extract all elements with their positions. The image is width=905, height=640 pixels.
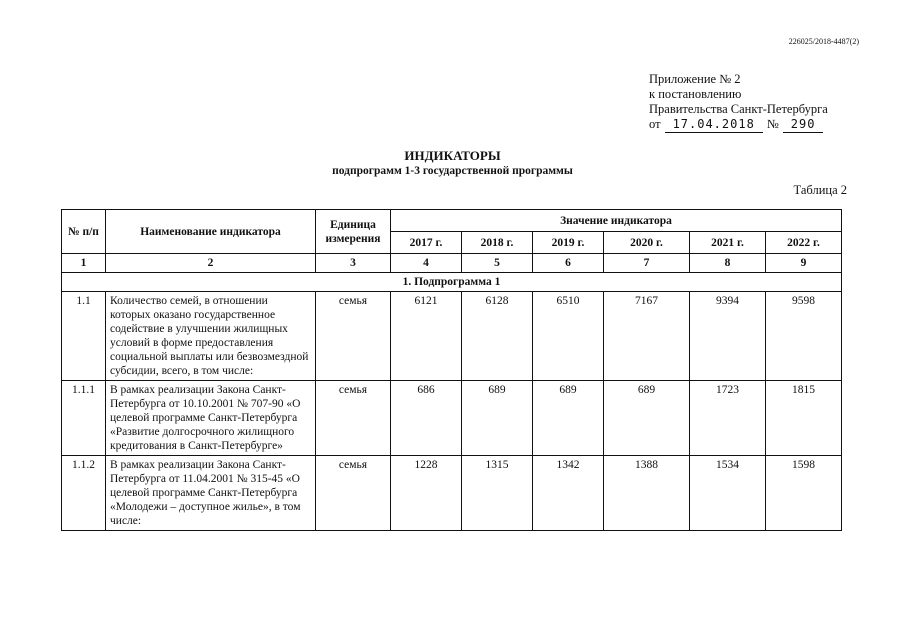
- column-number: 2: [106, 254, 316, 273]
- page-subtitle: подпрограмм 1-3 государственной программы: [332, 165, 573, 177]
- row-value: 1388: [604, 456, 690, 531]
- row-unit: семья: [316, 381, 391, 456]
- resolution-date: 17.04.2018: [665, 117, 763, 133]
- row-unit: семья: [316, 456, 391, 531]
- table-row: [62, 456, 842, 531]
- column-number: 7: [604, 254, 690, 273]
- row-value: 6121: [391, 292, 462, 381]
- column-number: 8: [690, 254, 766, 273]
- column-number: 5: [462, 254, 533, 273]
- header-unit: Единица измерения: [316, 210, 391, 254]
- column-number: 4: [391, 254, 462, 273]
- row-unit: семья: [316, 292, 391, 381]
- table-label: Таблица 2: [793, 183, 847, 197]
- row-value: 6128: [462, 292, 533, 381]
- resolution-number: 290: [783, 117, 824, 133]
- row-value: 7167: [604, 292, 690, 381]
- header-year: 2017 г.: [391, 232, 462, 254]
- date-prefix: от: [649, 117, 661, 131]
- header-name: Наименование индикатора: [106, 210, 316, 254]
- row-value: 1598: [766, 456, 842, 531]
- column-number: 1: [62, 254, 106, 273]
- annex-date-line: [649, 117, 828, 133]
- row-value: 1815: [766, 381, 842, 456]
- row-name: В рамках реализации Закона Санкт-Петербурга от 10.10.2001 № 707-90 «О целевой программе Санкт-Петербурга «Развитие долгосрочного жилищного кредитования в Санкт-Петербурге»: [106, 381, 316, 456]
- row-value: 689: [462, 381, 533, 456]
- row-value: 1342: [533, 456, 604, 531]
- header-value-group: Значение индикатора: [391, 210, 842, 232]
- table-row: [62, 292, 842, 381]
- column-number: 9: [766, 254, 842, 273]
- annex-line-2: к постановлению: [649, 87, 742, 101]
- row-name: Количество семей, в отношении которых оказано государственное содействие в улучшении жилищных условий в форме предоставления социальной выплаты или безвозмездной субсидии, всего, в том числе:: [106, 292, 316, 381]
- row-num: 1.1.2: [62, 456, 106, 531]
- row-num: 1.1: [62, 292, 106, 381]
- header-year: 2021 г.: [690, 232, 766, 254]
- header-year: 2020 г.: [604, 232, 690, 254]
- row-value: 1534: [690, 456, 766, 531]
- column-number: 3: [316, 254, 391, 273]
- row-name: В рамках реализации Закона Санкт-Петербурга от 11.04.2001 № 315-45 «О целевой программе Санкт-Петербурга «Молодежи – доступное жилье», в том числе:: [106, 456, 316, 531]
- indicators-table: [61, 209, 842, 531]
- annex-block: [649, 72, 828, 133]
- number-prefix: №: [766, 117, 779, 131]
- annex-line-3: Правительства Санкт-Петербурга: [649, 102, 828, 116]
- row-value: 689: [533, 381, 604, 456]
- header-year: 2018 г.: [462, 232, 533, 254]
- header-year: 2019 г.: [533, 232, 604, 254]
- header-year: 2022 г.: [766, 232, 842, 254]
- column-numbers-row: [62, 254, 842, 273]
- row-value: 689: [604, 381, 690, 456]
- document-id: 226025/2018-4487(2): [788, 37, 859, 46]
- section-title: 1. Подпрограмма 1: [62, 273, 842, 292]
- row-num: 1.1.1: [62, 381, 106, 456]
- column-number: 6: [533, 254, 604, 273]
- row-value: 1228: [391, 456, 462, 531]
- section-row: [62, 273, 842, 292]
- row-value: 1315: [462, 456, 533, 531]
- row-value: 1723: [690, 381, 766, 456]
- row-value: 9394: [690, 292, 766, 381]
- row-value: 9598: [766, 292, 842, 381]
- annex-line-1: Приложение № 2: [649, 72, 741, 86]
- row-value: 686: [391, 381, 462, 456]
- header-num: № п/п: [62, 210, 106, 254]
- page-title: ИНДИКАТОРЫ: [404, 148, 501, 163]
- table-row: [62, 381, 842, 456]
- row-value: 6510: [533, 292, 604, 381]
